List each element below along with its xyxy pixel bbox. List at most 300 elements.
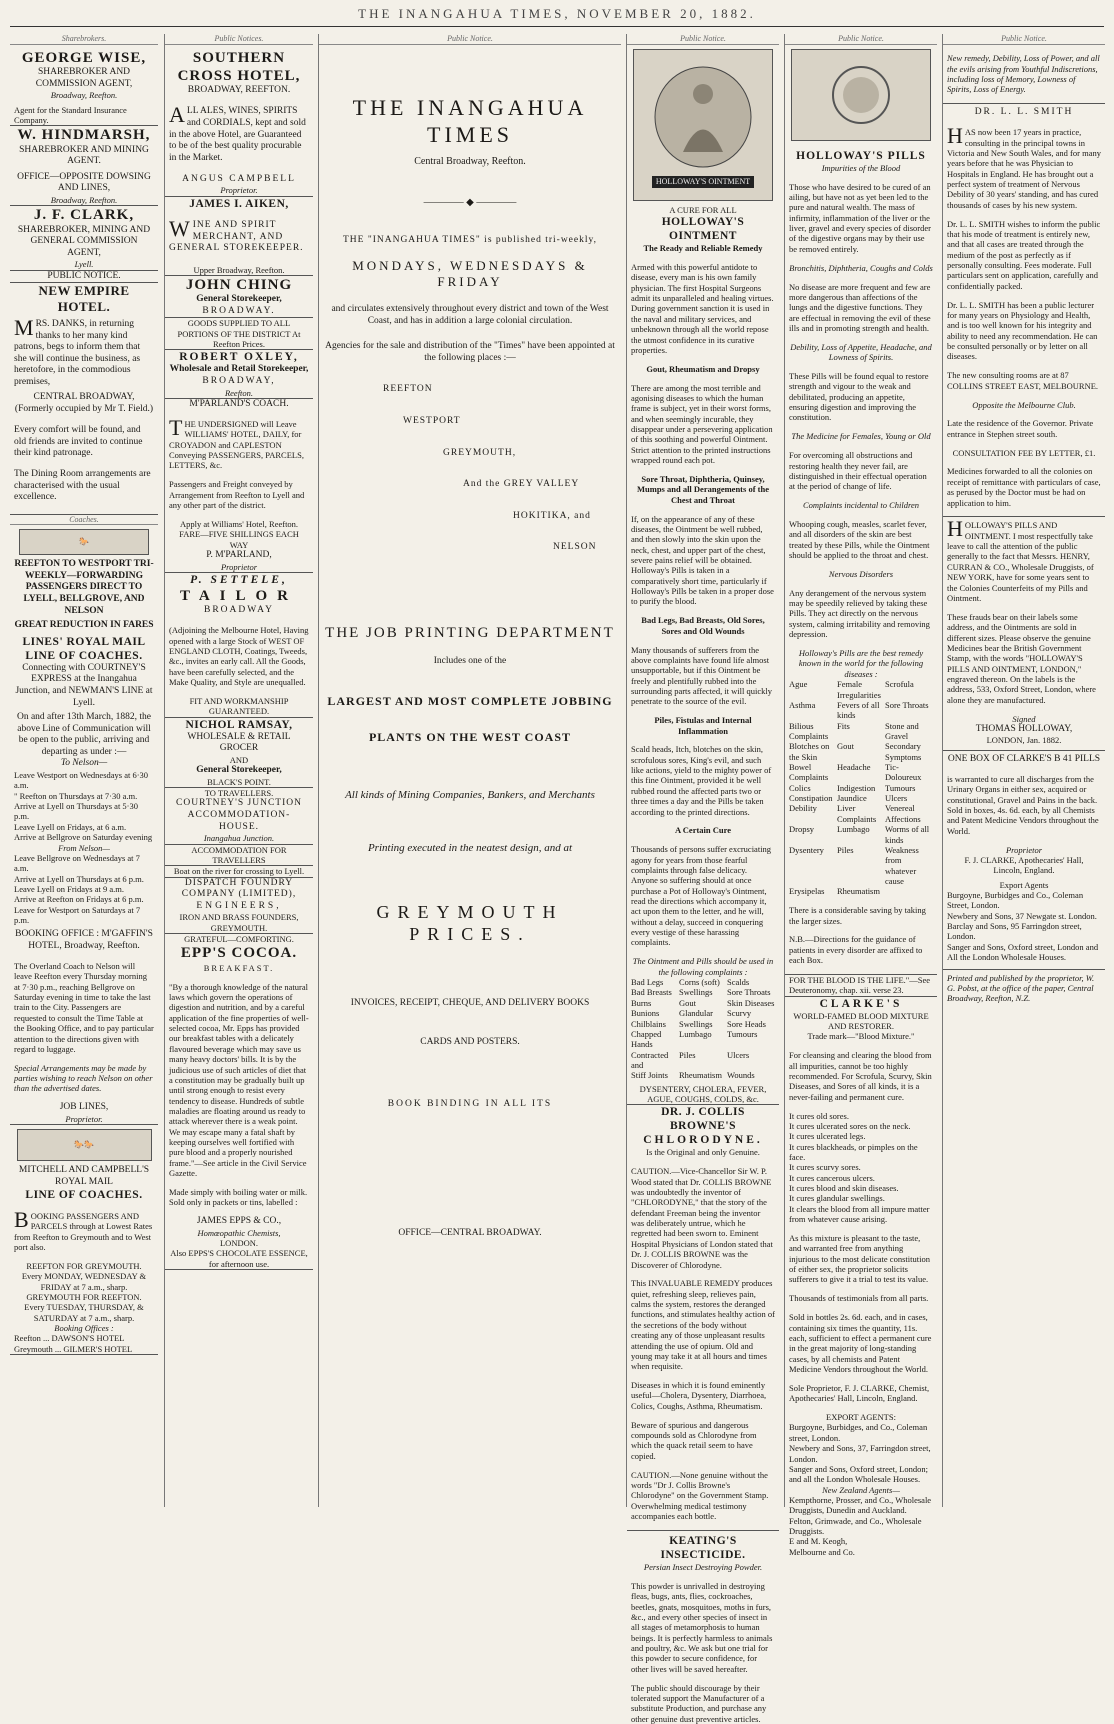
- proprietor-label: Proprietor: [1005, 844, 1043, 855]
- hotel-body: MRS. DANKS, in returning thanks to her many kind patrons, begs to inform them that she will continue the business, as heretofore, in the commodious premises,: [14, 314, 141, 387]
- ad-paragraph: Many thousands of sufferers from the above complaints have found life almost unsupportable, but if this Ointment be freely and plentifully rubbed into the surrounding parts affected, it will quickly penetrate to the source of the evil.: [631, 644, 773, 707]
- booking-office: BOOKING OFFICE : M'GAFFIN'S HOTEL, Broadway, Reefton.: [15, 929, 153, 951]
- sub-heading: Complaints incidental to Children: [802, 500, 920, 511]
- ad-new-empire-hotel: [10, 283, 158, 514]
- advertiser-name: GEORGE WISE,: [21, 49, 147, 66]
- diseases-row: [789, 741, 933, 762]
- complaints-row: [631, 1019, 775, 1029]
- overland-notice: The Overland Coach to Nelson will leave Reefton every Thursday morning at 7·30 p.m., reaching Bellgrove on Saturday evening in time to take the last train to the City. Passengers are requested to consult the Time Table at the Booking Office, and to pay particular attention to the directions given with regard to luggage.: [14, 961, 154, 1054]
- advertiser-name: JOHN CHING: [185, 276, 293, 293]
- ad-paragraph: CAUTION.—Vice-Chancellor Sir W. P. Wood stated that Dr. COLLIS BROWNE was undoubtedly the inventor of "CHLORODYNE," that the story of the defendant Freeman being the inventor was deliberately untrue, which he regretted had been sworn to. Eminent Hospital Physicians of London stated that Dr. J. COLLIS BROWNE was the Discoverer of Chlorodyne.: [631, 1166, 773, 1270]
- timetable-row: Leave Lyell on Fridays, at 6 a.m.: [14, 821, 127, 832]
- table-cell: Tic-Doloureux: [885, 762, 922, 783]
- ad-address: Inangahua Junction.: [203, 833, 275, 844]
- agent-item: All the London Wholesale Houses.: [947, 952, 1067, 963]
- table-cell: Worms of all kinds: [885, 824, 930, 845]
- ad-paragraph: CAUTION.—None genuine without the words "Dr J. Collis Browne's Chlorodyne" on the Government Stamp. Overwhelming medical testimony accompanies each bottle.: [631, 1469, 769, 1522]
- ad-paragraph: N.B.—Directions for the guidance of patients in every disorder are affixed to each Box.: [789, 934, 923, 966]
- agent-item: Felton, Grimwade, and Co., Wholesale Druggists.: [789, 1515, 922, 1537]
- table-cell: Ulcers: [885, 793, 908, 804]
- complaints-row: [631, 1070, 775, 1080]
- sub-heading: Bronchitis, Diphtheria, Coughs and Colds: [789, 262, 933, 273]
- proprietor-name: P. M'PARLAND,: [206, 549, 272, 560]
- column-6: [942, 34, 1105, 1507]
- ad-clark: [10, 206, 158, 270]
- timetable: [14, 770, 154, 925]
- ad-paragraph: These Pills will be found equal to restore strength and vigour to the weak and debilitated, producing an appetite, ensuring digestion and improving the constitution.: [789, 371, 929, 423]
- consulting-rooms: The new consulting rooms are at 87 COLLINS STREET EAST, MELBOURNE.: [947, 370, 1099, 391]
- ad-note: Agent for the Standard Insurance Company.: [14, 104, 127, 125]
- table-cell: Wounds: [727, 1070, 755, 1081]
- table-cell: Skin Diseases: [727, 997, 775, 1008]
- mitchell-days: Every TUESDAY, THURSDAY, & SATURDAY at 7 a.m., sharp.: [24, 1302, 144, 1323]
- sub-heading: The Ready and Reliable Remedy: [643, 243, 763, 254]
- mining-text: All kinds of Mining Companies, Bankers, and Merchants: [345, 788, 595, 801]
- ad-paragraph: The public should discourage by their tolerated support the Manufacturer of a substitute Production, and purchase any other genuine dust preventive articles.: [631, 1682, 767, 1724]
- cure-line: A CURE FOR ALL: [669, 204, 737, 215]
- product-name: HOLLOWAY'S OINTMENT: [661, 216, 745, 243]
- proprietor-name: ANGUS CAMPBELL: [182, 173, 296, 184]
- office-text: OFFICE—CENTRAL BROADWAY.: [398, 1228, 542, 1239]
- advertiser-name: COURTNEY'S JUNCTION ACCOMMODATION-HOUSE.: [176, 798, 302, 832]
- table-cell: Gout: [837, 741, 854, 752]
- coach-illustration: 🐎: [19, 529, 149, 555]
- ad-mitchell-campbell: [10, 1165, 158, 1355]
- cure-item: It cures cancerous ulcers.: [789, 1172, 875, 1183]
- ad-reefton-westport-coach: [10, 559, 158, 1125]
- complaints-heading: The Ointment and Pills should be used in the following complaints :: [632, 956, 774, 977]
- lines-date: On and after 13th March, 1882, the above Line of Communication will be open to the public, arriving and departing as under :—: [16, 712, 152, 757]
- caution-paragraph: HOLLOWAY'S PILLS AND OINTMENT. I most respectfully take leave to call the attention of the public generally to the fact that Messrs. HENRY, CURRAN & CO., Wholesale Druggists, of NEW YORK, have for some years sent to the Colonies Counterfeits of my Pills and Ointment.: [943, 516, 1105, 603]
- ad-paragraph: Any derangement of the nervous system may be speedily relieved by taking these Pills. They act directly on the nervous system, calming irritability and removing depression.: [789, 587, 930, 640]
- ad-paragraph: For overcoming all obstructions and restoring health they never fail, are distinguished in their effectual operation at the period of change of life.: [789, 450, 927, 492]
- table-cell: Piles: [679, 1049, 696, 1060]
- ad-and: AND: [229, 754, 249, 765]
- advertiser-name: P. SETTELE,: [190, 573, 288, 586]
- table-cell: Headache: [837, 762, 871, 773]
- signatory-name: THOMAS HOLLOWAY,: [975, 723, 1073, 734]
- agency-place: REEFTON: [383, 384, 433, 395]
- printing-text: Printing executed in the neatest design, and at: [367, 842, 573, 855]
- table-cell: Tumours: [885, 782, 916, 793]
- company-name: JAMES EPPS & CO.,: [196, 1216, 282, 1227]
- timetable-row: Arrive at Bellgrove on Saturday evening: [14, 832, 153, 843]
- ad-paragraph: Dr. L. L. SMITH has been a public lecturer for many years on Physiology and Health, and is too well known for his integrity and ability to need any recommendation. He can be consulted personally or by letter on all diseases.: [947, 299, 1098, 362]
- table-cell: Bowel Complaints: [789, 762, 829, 783]
- table-cell: Jaundice: [837, 793, 867, 804]
- coach-body: THE UNDERSIGNED will Leave WILLIAMS' HOTEL, DAILY, for CROYADON and CAPLESTON Conveying PASSENGERS, PARCELS, LETTERS, &c.: [169, 415, 304, 471]
- office-row: Greymouth ... GILMER'S HOTEL: [14, 1343, 133, 1354]
- intro-paragraph: New remedy, Debility, Loss of Power, and all the evils arising from Youthful Indiscretions, including loss of Memory, Lowness of Spirits, Loss of Energy.: [947, 53, 1100, 95]
- publication-line: THE "INANGAHUA TIMES" is published tri-weekly,: [342, 234, 598, 245]
- table-cell: Piles: [837, 844, 854, 855]
- consultation-fee: CONSULTATION FEE BY LETTER, £1.: [952, 447, 1096, 458]
- ad-paragraph: For cleansing and clearing the blood from all impurities, cannot be too highly recommended. For Scrofula, Scurvy, Skin Diseases, and Sores of all kinds, it is a never-failing and permanent cure.: [789, 1050, 932, 1102]
- plants-text: PLANTS ON THE WEST COAST: [368, 730, 572, 745]
- agent-item: Newbery and Sons, 37, Farringdon street, London.: [789, 1443, 931, 1464]
- cure-item: It cures glandular swellings.: [789, 1193, 885, 1204]
- agency-place: NELSON: [553, 542, 597, 553]
- ad-robert-oxley: [165, 350, 313, 399]
- ad-address: Lyell.: [74, 259, 94, 270]
- masthead-rule: [10, 26, 1104, 27]
- ad-john-ching: [165, 276, 313, 318]
- table-cell: Bilious Complaints: [789, 720, 829, 741]
- cure-item: It clears the blood from all impure matter from whatever cause arising.: [789, 1203, 930, 1225]
- diseases-row: [789, 886, 933, 896]
- column-1: [10, 34, 158, 1507]
- diseases-row: [789, 700, 933, 721]
- product-name: HOLLOWAY'S PILLS: [796, 149, 926, 162]
- agent-item: E and M. Keogh,: [789, 1536, 848, 1547]
- table-cell: Lumbago: [837, 824, 870, 835]
- ad-paragraph: Sole Proprietor, F. J. CLARKE, Chemist, Apothecaries' Hall, Lincoln, England.: [789, 1382, 930, 1404]
- signature: JOB LINES,: [59, 1102, 109, 1113]
- ad-aiken: [165, 197, 313, 276]
- ad-address: Broadway, Reefton.: [50, 194, 118, 205]
- ad-goods-supplied: GOODS SUPPLIED TO ALL PORTIONS OF THE DISTRICT At Reefton Prices.: [165, 318, 313, 350]
- table-cell: Venereal Affections: [885, 803, 921, 824]
- ad-paragraph: Medicines forwarded to all the colonies on receipt of remittance with particulars of case, as perused by the Doctor must be had on application to him.: [947, 466, 1101, 508]
- table-cell: Chapped Hands: [631, 1028, 662, 1050]
- coach-illustration: 🐎🐎: [17, 1129, 152, 1161]
- table-cell: Asthma: [789, 699, 816, 710]
- column-header: Sharebrokers.: [10, 34, 158, 45]
- fares-heading: GREAT REDUCTION IN FARES: [14, 620, 154, 631]
- largest-text: LARGEST AND MOST COMPLETE JOBBING: [327, 693, 613, 708]
- cure-item: It cures old sores.: [789, 1110, 849, 1121]
- ad-boat: Boat on the river for crossing to Lyell.: [165, 866, 313, 877]
- column-header: Public Notices.: [165, 34, 313, 45]
- trade-name: TAILOR: [179, 587, 299, 604]
- hotel-previous: (Formerly occupied by Mr T. Field.): [14, 403, 154, 414]
- proprietor-address: Lincoln, England.: [993, 865, 1055, 876]
- ad-hindmarsh: [10, 126, 158, 206]
- sub-heading: Is the Original and only Genuine.: [646, 1147, 760, 1158]
- mitchell-body: BOOKING PASSENGERS AND PARCELS through at Lowest Rates from Reefton to Greymouth and to West port also.: [14, 1206, 153, 1253]
- paper-address: Central Broadway, Reefton.: [414, 156, 526, 168]
- nz-agents: [785, 1495, 937, 1557]
- ad-paragraph: No disease are more frequent and few are more dangerous than affections of the lungs and the digestive functions. They are effectual in removing the evil of these ills and in promoting strength and health.: [789, 281, 931, 333]
- export-agents: [785, 1422, 937, 1484]
- sub-heading: Impurities of the Blood: [821, 162, 901, 173]
- agent-item: Newbery and Sons, 37 Newgate st. London.: [947, 910, 1097, 921]
- table-cell: Chilblains: [631, 1018, 666, 1029]
- advertiser-name: DISPATCH FOUNDRY COMPANY (LIMITED),: [181, 877, 297, 900]
- ad-paragraph: Sold in bottles 2s. 6d. each, and in cases, containing six times the quantity, 11s. each, sufficient to effect a permanent cure in the great majority of long-standing cases, by all chemists and Patent Medicine Vendors throughout the World.: [789, 1312, 932, 1374]
- signatory-address: LONDON, Jan. 1882.: [986, 735, 1062, 746]
- coach-route: REEFTON TO WESTPORT TRI-WEEKLY—FORWARDING PASSENGERS DIRECT TO LYELL, BELLGROVE, AND NELSON: [14, 559, 154, 616]
- dysentery-heading: DYSENTERY, CHOLERA, FEVER, AGUE, COUGHS, COLDS, &c.: [627, 1084, 779, 1106]
- job-printing-heading: THE JOB PRINTING DEPARTMENT: [325, 624, 615, 641]
- ad-paragraph: Thousands of testimonials from all parts.: [789, 1293, 929, 1304]
- hotel-name: NEW EMPIRE HOTEL.: [38, 283, 130, 315]
- table-cell: Stone and Gravel: [885, 720, 919, 741]
- greymouth-prices: GREYMOUTH PRICES.: [376, 901, 564, 944]
- ad-paragraph: Armed with this powerful antidote to disease, every man is his own family physician. The first Hospital Surgeons admit its unparalleled and healing virtues. During government sanction it is used in the naval and military services, and unbeknown through all the world repose the utmost confidence in its curative properties.: [631, 262, 774, 355]
- product-name: KEATING'S INSECTICIDE.: [627, 1530, 779, 1562]
- doctor-name: DR. L. L. SMITH: [943, 103, 1105, 119]
- proprietor-name: F. J. CLARKE, Apothecaries' Hall,: [964, 854, 1084, 865]
- trade-mark: Trade mark—"Blood Mixture.": [807, 1031, 915, 1042]
- ad-address: GREYMOUTH.: [210, 922, 268, 933]
- ad-paragraph: If, on the appearance of any of these diseases, the Ointment be well rubbed, and then slowly into the skin upon the neck, chest, and upper part of the chest, severe pains relief will be obtained. Holloway's Pills is taken in a comparatively short time, particularly if Holloway's Pills be taken in a proper dose to purify the blood.: [631, 513, 774, 607]
- timetable-row: Arrive at Lyell on Thursdays at 5·30 p.m.: [14, 801, 139, 822]
- ad-body: "By a thorough knowledge of the natural laws which govern the operations of digestion and nutrition, and by a careful application of the fine properties of well-selected cocoa, Mr. Epps has provided our breakfast tables with a delicately flavoured beverage which may save us many heavy doctors' bills. It is by the judicious use of such articles of diet that a constitution may be gradually built up until strong enough to resist every tendency to disease. Hundreds of subtle maladies are floating around us ready to attack wherever there is a weak point. We may escape many a fatal shaft by keeping ourselves well fortified with pure blood and a properly nourished frame."—See article in the Civil Service Gazette.: [169, 981, 309, 1179]
- coach-apply: Apply at Williams' Hotel, Reefton.: [179, 518, 299, 529]
- publication-days: MONDAYS, WEDNESDAYS & FRIDAY: [352, 258, 588, 290]
- ad-paragraph: is warranted to cure all discharges from the Urinary Organs in either sex, acquired or constitutional, Gravel and Pains in the back. Sold in boxes, 4s. 6d. each, by all Chemists and Patent Medicine Vendors throughout the World.: [947, 773, 1099, 836]
- cure-item: It cures blackheads, or pimples on the face.: [789, 1141, 918, 1163]
- timetable-row: Leave Westport on Wednesdays at 6·30 a.m.: [14, 769, 149, 791]
- timetable-row: Leave Lyell on Fridays at 9 a.m.: [14, 883, 124, 894]
- product-name: CLARKE'S: [819, 997, 903, 1010]
- holloways-engraving: [633, 49, 773, 201]
- ad-paragraph: Dr. L. L. SMITH wishes to inform the public that his mode of treatment is entirely new, and that all cases are treated through the medium of the post as perfectly as if personally consulting. Fees moderate. Full particulars sent on application, carefully and confidentially packed.: [947, 218, 1101, 291]
- agent-item: Burgoyne, Burbidges, and Co., Coleman street, London.: [789, 1422, 928, 1443]
- ad-body-2: General Storekeeper,: [196, 765, 282, 776]
- sub-heading: Piles, Fistulas and Internal Inflammation: [654, 715, 752, 736]
- agent-item: Sanger and Sons, Oxford street, London and: [947, 941, 1099, 952]
- table-cell: [885, 886, 933, 896]
- agencies-text: Agencies for the sale and distribution of the "Times" have been appointed at the following places :—: [325, 341, 615, 363]
- table-cell: Swellings: [679, 987, 713, 998]
- sub-heading: Persian Insect Destroying Powder.: [643, 1561, 763, 1572]
- invoices-text: INVOICES, RECEIPT, CHEQUE, AND DELIVERY BOOKS: [350, 997, 590, 1008]
- company-title: Homœopathic Chemists,: [197, 1227, 281, 1238]
- ad-body: ENGINEERS,: [196, 900, 282, 911]
- ad-office: OFFICE—OPPOSITE DOWSING AND LINES,: [17, 171, 151, 194]
- table-cell: Colics: [789, 782, 811, 793]
- lines-heading: LINES' ROYAL MAIL LINE OF COACHES.: [22, 635, 146, 662]
- advertiser-name: J. F. CLARK,: [33, 207, 135, 224]
- sub-heading: Debility, Loss of Appetite, Headache, and Lowness of Spirits.: [790, 341, 932, 363]
- table-cell: Fevers of all kinds: [837, 699, 880, 721]
- mitchell-days: Every MONDAY, WEDNESDAY & FRIDAY at 7 a.m., sharp.: [21, 1271, 147, 1292]
- table-cell: Scalds: [727, 977, 750, 988]
- product-name-2: WORLD-FAMED BLOOD MIXTURE: [793, 1010, 929, 1021]
- hygeia-figure-icon: [648, 62, 758, 172]
- table-cell: Liver Complaints: [837, 803, 877, 824]
- column-5: [784, 34, 937, 1557]
- masthead: THE INANGAHUA TIMES, NOVEMBER 20, 1882.: [358, 6, 756, 21]
- mitchell-line: LINE OF COACHES.: [25, 1189, 143, 1202]
- table-cell: Bad Legs: [631, 977, 664, 988]
- table-cell: Ague: [789, 679, 808, 690]
- ad-paragraph: As this mixture is pleasant to the taste, and warranted free from anything injurious to the most delicate constitution of either sex, the proprietor solicits sufferers to give it a trial to test its value.: [789, 1233, 930, 1285]
- ad-tagline: FIT AND WORKMANSHIP GUARANTEED.: [189, 695, 289, 717]
- mitchell-route: REEFTON FOR GREYMOUTH.: [26, 1260, 142, 1271]
- ad-epps-cocoa: [165, 934, 313, 1270]
- agency-place: HOKITIKA, and: [513, 510, 591, 521]
- table-cell: Dysentery: [789, 844, 824, 855]
- diseases-heading: Holloway's Pills are the best remedy known in the world for the following diseases :: [798, 648, 924, 679]
- complaints-row: [631, 1050, 775, 1071]
- ad-paragraph: Late the residence of the Governor. Private entrance in Stephen street south.: [947, 418, 1094, 439]
- timetable-row: Arrive at Reefton on Fridays at 6 p.m.: [14, 894, 144, 905]
- table-cell: Ulcers: [727, 1049, 750, 1060]
- timetable-row: From Nelson—: [58, 842, 110, 853]
- table-cell: Indigestion: [837, 782, 876, 793]
- ad-address: Upper Broadway, Reefton.: [193, 264, 285, 275]
- cure-item: It cures ulcerated sores on the neck.: [789, 1120, 911, 1131]
- seal-icon: [811, 60, 911, 130]
- advertiser-name: NICHOL RAMSAY,: [185, 718, 293, 731]
- consulting-note: Opposite the Melbourne Club.: [972, 399, 1076, 410]
- ad-southern-cross-hotel: [165, 49, 313, 197]
- ad-george-wise: [10, 49, 158, 127]
- cure-item: It cures blood and skin diseases.: [789, 1183, 899, 1194]
- company-city: LONDON.: [219, 1238, 258, 1249]
- mitchell-route: GREYMOUTH FOR REEFTON.: [26, 1291, 142, 1302]
- coach-body-2: Passengers and Freight conveyed by Arrangement from Reefton to Lyell and any other part of the district.: [169, 479, 305, 511]
- ad-mparland-coach: [165, 399, 313, 573]
- column-header: Public Notice.: [785, 34, 937, 45]
- advertiser-name: W. HINDMARSH,: [17, 127, 151, 144]
- sub-heading: Gout, Rheumatism and Dropsy: [646, 363, 760, 374]
- ad-body: WINE AND SPIRIT MERCHANT, AND GENERAL STOREKEEPER.: [169, 216, 304, 254]
- booking-offices: Booking Offices :: [54, 1323, 114, 1334]
- coach-fare: FARE—FIVE SHILLINGS EACH WAY: [179, 529, 299, 550]
- diseases-row: [789, 721, 933, 742]
- circulation-text: and circulates extensively throughout every district and town of the West Coast, and has in addition a large colonial circulation.: [331, 304, 609, 326]
- mitchell-heading: MITCHELL AND CAMPBELL'S ROYAL MAIL: [18, 1165, 150, 1187]
- table-cell: Swellings: [679, 1018, 713, 1029]
- column-2: [164, 34, 313, 1507]
- column-header: Public Notice.: [627, 34, 779, 45]
- ad-address: BROADWAY,: [202, 375, 276, 386]
- timetable-row: " Reefton on Thursdays at 7·30 a.m.: [14, 790, 138, 801]
- ad-paragraph: Whooping cough, measles, scarlet fever, and all disorders of the skin are best treated by these Pills, while the Ointment should be applied to the throat and chest.: [789, 518, 930, 561]
- proprietor-title: Proprietor.: [220, 185, 258, 196]
- blood-heading: FOR THE BLOOD IS THE LIFE."—See Deuteronomy, chap. xii. verse 23.: [785, 974, 937, 997]
- ad-address: BROADWAY: [203, 605, 275, 616]
- ad-heading: TO TRAVELLERS.: [204, 788, 274, 799]
- pills-box-heading: ONE BOX OF CLARKE'S B 41 PILLS: [943, 750, 1105, 766]
- hotel-comfort: Every comfort will be found, and old friends are invited to continue their kind patronage.: [14, 425, 143, 459]
- paper-title: THE INANGAHUA TIMES: [352, 94, 588, 147]
- hotel-address: BROADWAY, REEFTON.: [187, 85, 291, 96]
- column-4: [626, 34, 779, 1724]
- imprint: Printed and published by the proprietor, W. G. Pobst, at the office of the paper, Central Broadway, Reefton, N.Z.: [943, 969, 1105, 1004]
- ad-body: WHOLESALE & RETAIL GROCER: [187, 731, 291, 754]
- export-heading: EXPORT AGENTS:: [826, 1412, 896, 1423]
- table-cell: Rheumatism: [679, 1070, 722, 1081]
- to-nelson-label: To Nelson—: [60, 758, 108, 769]
- ad-paragraph: There is a considerable saving by taking the larger sizes.: [789, 905, 926, 926]
- cures-list: [785, 1111, 937, 1225]
- cure-item: It cures ulcerated legs.: [789, 1131, 866, 1142]
- complaints-row: [631, 987, 775, 997]
- diseases-row: [789, 679, 933, 700]
- ad-body: SHAREBROKER, MINING AND GENERAL COMMISSION AGENT,: [17, 224, 151, 258]
- agent-item: Barclay and Sons, 95 Farringdon street, London.: [947, 921, 1082, 942]
- sub-heading: The Medicine for Females, Young or Old: [791, 431, 931, 442]
- table-cell: Burns: [631, 997, 652, 1008]
- table-cell: Erysipelas: [789, 886, 825, 897]
- sub-heading: Nervous Disorders: [828, 568, 894, 579]
- complaints-row: [631, 998, 775, 1008]
- cure-item: It cures scurvy sores.: [789, 1162, 861, 1173]
- hotel-name: SOUTHERN CROSS HOTEL,: [177, 49, 301, 85]
- diseases-table: [785, 679, 937, 897]
- product-name-3: AND RESTORER.: [828, 1021, 894, 1032]
- agency-place: WESTPORT: [403, 415, 461, 426]
- product-name: EPP'S COCOA.: [180, 945, 298, 962]
- complaints-table: [627, 977, 779, 1081]
- table-cell: Bad Breasts: [631, 987, 672, 998]
- coaches-header: Coaches.: [10, 515, 158, 526]
- ad-body-2: Made simply with boiling water or milk. Sold only in packets or tins, labelled :: [169, 1186, 308, 1208]
- ad-address: BROADWAY.: [202, 305, 276, 316]
- ad-paragraph: Beware of spurious and dangerous compounds sold as Chlorodyne from which the quack retail seem to have copied.: [631, 1419, 757, 1461]
- sub-heading: A Certain Cure: [674, 825, 732, 836]
- timetable-row: Arrive at Lyell on Thursdays at 6 p.m.: [14, 873, 144, 884]
- proprietor-title: Proprietor: [220, 561, 258, 572]
- ad-body-2: IRON AND BRASS FOUNDERS,: [179, 912, 299, 923]
- ad-note: Also EPPS'S CHOCOLATE ESSENCE, for afternoon use.: [170, 1248, 308, 1269]
- column-header: Public Notice.: [943, 34, 1105, 45]
- table-cell: Secondary Symptoms: [885, 741, 922, 762]
- ad-paragraph: Scald heads, Itch, blotches on the skin, scrofulous sores, King's evil, and such like actions, yield to the mighty power of this fine Ointment, provided it be well rubbed round the affected parts two or three times a day and the Pills be taken according to the printed directions.: [631, 744, 772, 817]
- special-notice: Special Arrangements may be made by parties wishing to reach Nelson on other than the advertised dates.: [14, 1062, 153, 1094]
- diseases-row: [789, 803, 933, 824]
- diseases-row: [789, 824, 933, 845]
- table-cell: Sore Throats: [727, 987, 771, 998]
- agent-item: Burgoyne, Burbidges and Co., Coleman Street, London.: [947, 889, 1084, 911]
- column-header: Public Notice.: [319, 34, 621, 45]
- ad-paragraph: There are among the most terrible and agonising diseases to which the human frame is subject, yet in their worst forms, and when seemingly incurable, they disappear under a persevering application of this soothing and powerful Ointment. Strict attention to the printed instructions wrapped round each pot.: [631, 382, 773, 466]
- nz-heading: New Zealand Agents—: [822, 1484, 900, 1495]
- binding-text: BOOK BINDING IN ALL ITS: [387, 1098, 553, 1109]
- coach-heading: M'PARLAND'S COACH.: [189, 398, 289, 409]
- ad-dispatch-foundry: [165, 878, 313, 934]
- table-cell: Fits: [837, 720, 850, 731]
- table-cell: Blotches on the Skin: [789, 741, 830, 762]
- product-name-2: CHLORODYNE.: [643, 1134, 763, 1147]
- table-cell: Gout: [679, 997, 696, 1008]
- complaints-row: [631, 977, 775, 987]
- ad-paragraph: This INVALUABLE REMEDY produces quiet, refreshing sleep, relieves pain, calms the system, restores the deranged functions, and stimulates healthy action of the secretions of the body without creating any of those unpleasant results attending the use of opium. Old and young may take it at all hours and times when requisite.: [631, 1278, 775, 1372]
- office-row: Reefton ... DAWSON'S HOTEL: [14, 1333, 125, 1344]
- diseases-row: [789, 762, 933, 783]
- table-cell: Scrofula: [885, 679, 914, 690]
- table-cell: Sore Heads: [727, 1018, 766, 1029]
- lines-body: Connecting with COURTNEY'S EXPRESS at the Inangahua Junction, and NEWMAN'S LINE at Lyell.: [15, 662, 153, 708]
- ad-address: BLACK'S POINT.: [207, 776, 271, 787]
- complaints-row: [631, 1029, 775, 1050]
- ad-tagline: GRATEFUL—COMFORTING.: [184, 934, 294, 945]
- agent-item: Melbourne and Co.: [789, 1546, 855, 1557]
- complaints-row: [631, 1008, 775, 1018]
- table-cell: Lumbago: [679, 1028, 712, 1039]
- table-cell: Stiff Joints: [631, 1070, 668, 1081]
- ad-body: (Adjoining the Melbourne Hotel, Having opened with a large Stock of WEST OF ENGLAND CLOTH, Coatings, Tweeds, &c., invites an early call. All the Goods, have been carefully selected, and the Make Quality, and Style are unequalled.: [169, 625, 309, 688]
- signed-label: Signed: [1012, 713, 1036, 724]
- export-heading: Export Agents: [999, 879, 1049, 890]
- timetable-row: Leave Bellgrove on Wednesdays at 7 a.m.: [14, 852, 140, 874]
- table-cell: Contracted and: [631, 1049, 669, 1070]
- ad-paragraph: Diseases in which it is found eminently useful—Cholera, Dysentery, Diarrhoea, Colics, Coughs, Asthma, Rheumatism.: [631, 1380, 767, 1411]
- agent-item: Sanger and Sons, Oxford street, London; and all the London Wholesale Houses.: [789, 1463, 929, 1485]
- table-cell: Sore Throats: [885, 699, 929, 710]
- includes-text: Includes one of the: [433, 656, 507, 667]
- advertiser-name: ROBERT OXLEY,: [179, 351, 299, 364]
- hotel-body: ALL ALES, WINES, SPIRITS and CORDIALS, kept and sold in the above Hotel, are Guaranteed to be of the best quality procurable in the Market.: [169, 102, 306, 163]
- ad-body: SHAREBROKER AND COMMISSION AGENT,: [35, 67, 133, 89]
- ornament-divider: ———— ◆ ————: [423, 196, 517, 208]
- table-cell: Scurvy: [727, 1008, 752, 1019]
